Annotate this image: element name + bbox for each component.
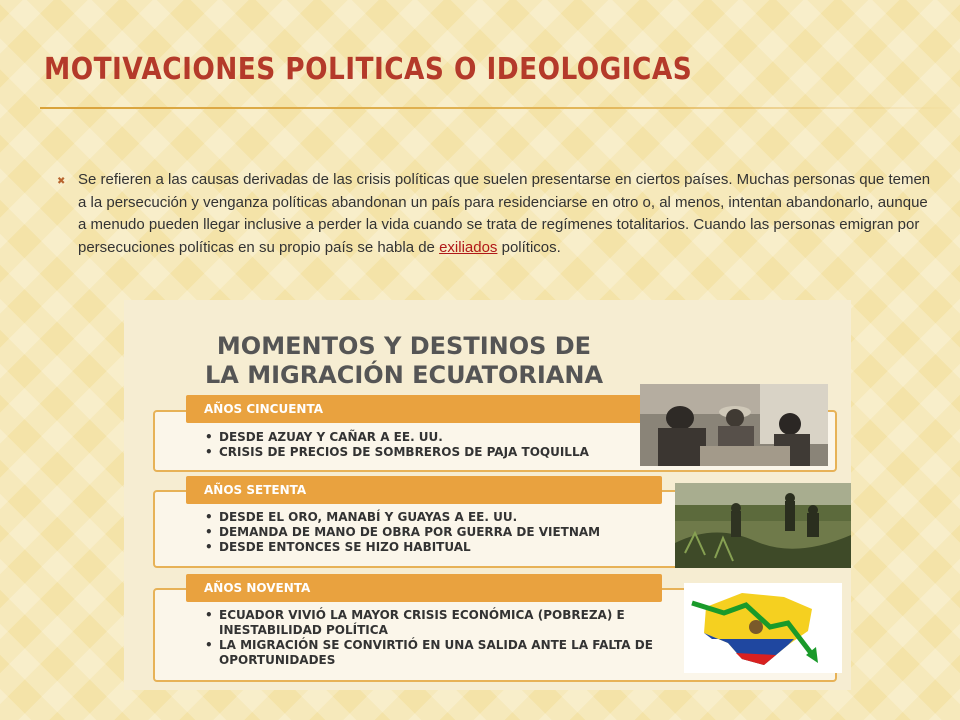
- section-label-noventa: AÑOS NOVENTA: [186, 574, 662, 602]
- paragraph-text-end: políticos.: [497, 238, 561, 256]
- section-bullets: [203, 510, 600, 555]
- exiliados-link[interactable]: exiliados: [439, 238, 498, 256]
- workers-photo: [640, 384, 828, 466]
- section-bullet: • DESDE ENTONCES SE HIZO HABITUAL: [203, 540, 600, 555]
- section-bullet: • DEMANDA DE MANO DE OBRA POR GUERRA DE VIETNAM: [203, 525, 600, 540]
- ecuador-flag-map-image: [684, 583, 842, 673]
- slide-title: MOTIVACIONES POLITICAS O IDEOLOGICAS: [44, 52, 693, 87]
- section-bullet: • LA MIGRACIÓN SE CONVIRTIÓ EN UNA SALIDA ANTE LA FALTA DE OPORTUNIDADES: [203, 638, 695, 668]
- bullet-x-icon: ✖: [57, 176, 66, 187]
- soldiers-photo: [675, 483, 851, 568]
- paragraph-text: Se refieren a las causas derivadas de las crisis políticas que suelen presentarse en ciertos países. Muchas personas que temen a la persecución y venganza políticas abandonan un país para residenciarse en otro o, al menos, intentan abandonarlo, aunque a menudo pueden llegar inclusive a perder la vida cuando se trata de regímenes totalitarios. Cuando las personas emigran por persecuciones políticas en su propio país se habla de: [78, 171, 931, 256]
- section-bullets: [203, 430, 589, 460]
- section-bullet: • ECUADOR VIVIÓ LA MAYOR CRISIS ECONÓMICA (POBREZA) E INESTABILIDAD POLÍTICA: [203, 608, 695, 638]
- infographic-title: [124, 332, 684, 390]
- body-paragraph: [78, 169, 938, 259]
- section-label-cincuenta: AÑOS CINCUENTA: [186, 395, 656, 423]
- infographic-title-line-2: LA MIGRACIÓN ECUATORIANA: [204, 361, 604, 389]
- migration-infographic: [124, 300, 851, 690]
- title-divider: [40, 107, 960, 109]
- section-bullet: • CRISIS DE PRECIOS DE SOMBREROS DE PAJA TOQUILLA: [203, 445, 589, 460]
- section-bullets: [203, 608, 695, 668]
- infographic-title-line-1: MOMENTOS Y DESTINOS DE: [216, 332, 592, 360]
- section-label-setenta: AÑOS SETENTA: [186, 476, 662, 504]
- section-bullet: • DESDE AZUAY Y CAÑAR A EE. UU.: [203, 430, 589, 445]
- section-bullet: • DESDE EL ORO, MANABÍ Y GUAYAS A EE. UU.: [203, 510, 600, 525]
